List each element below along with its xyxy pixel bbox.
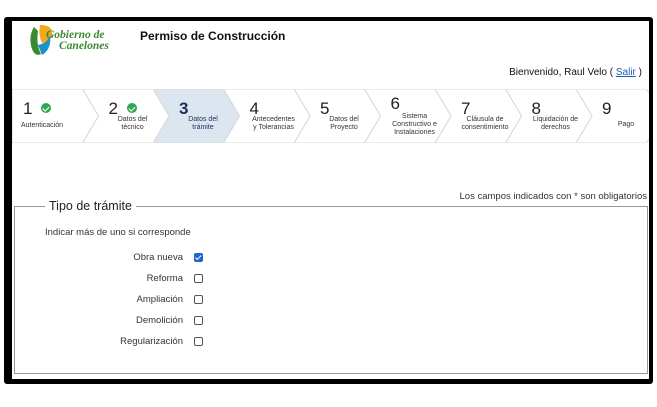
step-number: 7	[461, 99, 471, 118]
check-circle-icon	[41, 103, 51, 113]
browser-frame	[4, 17, 653, 384]
option-row	[15, 251, 205, 265]
logo-text	[46, 30, 109, 52]
option-row	[15, 335, 205, 349]
step-1[interactable]	[12, 89, 83, 143]
step-label-line: Pago	[617, 121, 635, 128]
tramite-type-fieldset	[14, 199, 648, 374]
step-label-line: técnico	[121, 124, 144, 131]
step-5[interactable]	[294, 89, 365, 143]
step-3[interactable]	[153, 89, 224, 143]
step-label-line: Datos del	[188, 116, 218, 123]
option-checkbox[interactable]	[194, 274, 203, 283]
option-row	[15, 272, 205, 286]
step-8[interactable]	[506, 89, 577, 143]
step-label-line: Sistema	[401, 113, 428, 120]
step-7[interactable]	[435, 89, 509, 143]
fieldset-hint: Indicar más de uno si corresponde	[45, 227, 191, 238]
step-label-line: Constructivo e	[392, 121, 437, 128]
step-label-line: Proyecto	[330, 124, 358, 131]
wizard-stepper	[12, 89, 649, 143]
step-number: 2	[108, 99, 118, 118]
step-label-line: Cláusula de	[466, 116, 504, 123]
step-9[interactable]	[576, 89, 647, 143]
step-label-line: Antecedentes	[252, 116, 295, 123]
option-label: Ampliación	[136, 294, 183, 305]
step-number: 5	[320, 99, 330, 118]
fieldset-legend: Tipo de trámite	[45, 199, 136, 213]
step-label-line: Datos del	[117, 116, 148, 123]
step-number: 4	[249, 99, 259, 118]
required-fields-note: Los campos indicados con * son obligatorios	[459, 191, 647, 202]
step-label-line: derechos	[541, 124, 570, 131]
step-4[interactable]	[224, 89, 295, 143]
step-label-line: Autenticación	[21, 122, 64, 129]
step-label-line: consentimiento	[461, 124, 509, 131]
step-label-line: trámite	[192, 124, 214, 131]
step-number: 3	[179, 99, 189, 118]
step-label-line: Liquidación de	[532, 116, 579, 123]
step-number: 9	[602, 99, 612, 118]
welcome-suffix: )	[638, 67, 642, 78]
option-label: Reforma	[146, 273, 183, 284]
option-label: Demolición	[136, 315, 183, 326]
option-checkbox[interactable]	[194, 253, 203, 262]
page-title: Permiso de Construcción	[140, 29, 286, 43]
step-label	[594, 121, 649, 129]
step-label-line: y Tolerancias	[253, 124, 294, 131]
step-label-line: Datos del	[329, 116, 359, 123]
option-checkbox[interactable]	[194, 295, 203, 304]
step-6[interactable]	[365, 89, 436, 143]
step-number: 6	[390, 94, 400, 113]
step-2[interactable]	[83, 89, 154, 143]
logo-line-1: Gobierno de	[46, 29, 105, 41]
option-row	[15, 293, 205, 307]
welcome-prefix: Bienvenido, Raul Velo (	[509, 67, 614, 78]
option-label: Regularización	[120, 336, 183, 347]
option-checkbox[interactable]	[194, 316, 203, 325]
page-screen	[12, 21, 649, 379]
logout-link[interactable]: Salir	[615, 67, 636, 78]
option-checkbox[interactable]	[194, 337, 203, 346]
step-number: 1	[23, 99, 33, 118]
logo-line-2: Canelones	[59, 40, 109, 52]
step-label	[21, 122, 63, 130]
option-label: Obra nueva	[133, 252, 183, 263]
step-label-line: Instalaciones	[394, 129, 435, 136]
welcome-text	[509, 67, 642, 78]
step-number: 8	[531, 99, 541, 118]
check-circle-icon	[127, 103, 137, 113]
option-row	[15, 314, 205, 328]
